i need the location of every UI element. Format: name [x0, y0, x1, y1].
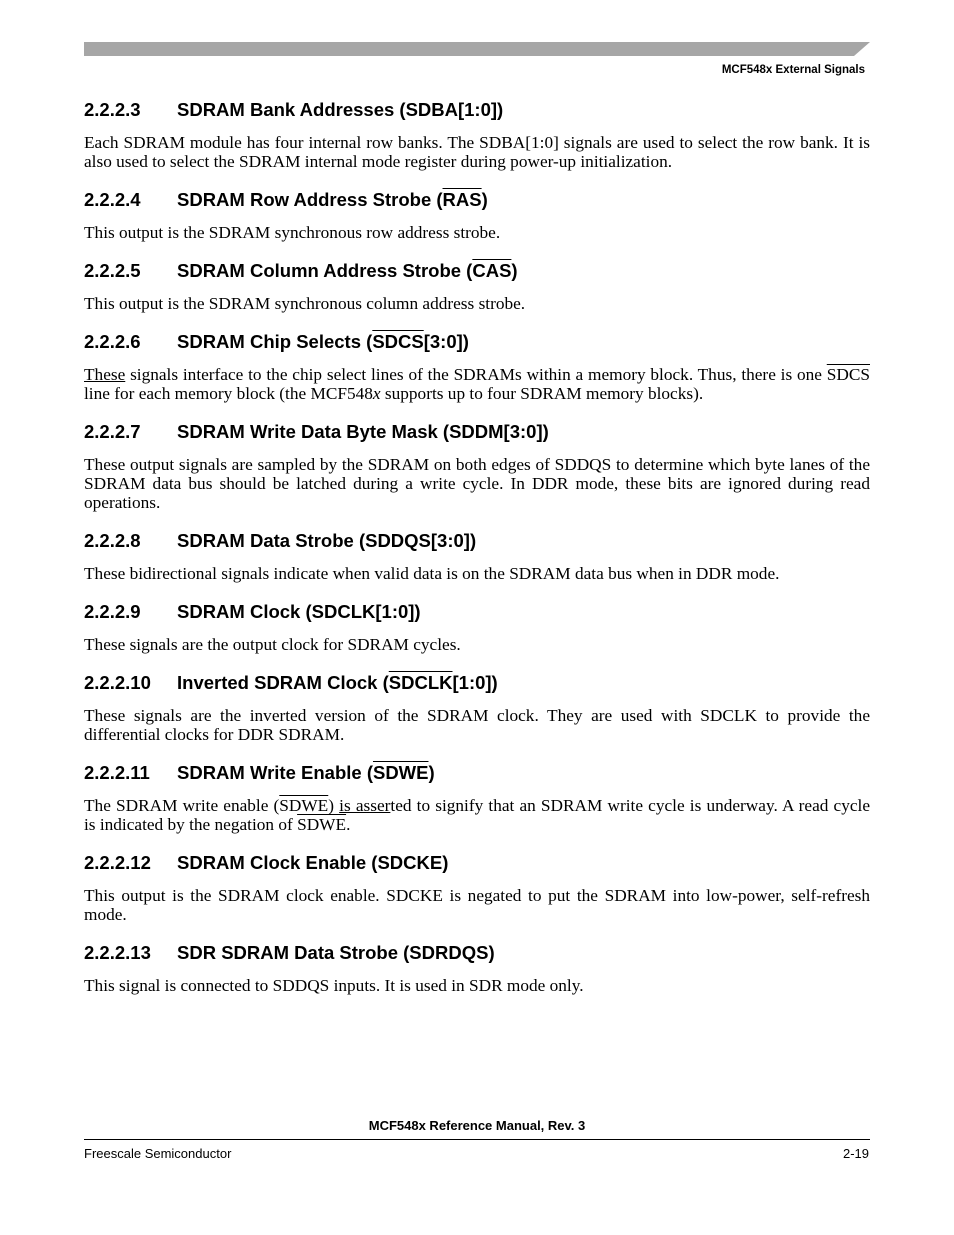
footer-divider [84, 1139, 870, 1140]
section-2-2-2-6 [84, 330, 870, 403]
section-number: 2.2.2.3 [84, 99, 141, 120]
footer-manual-title: MCF548x Reference Manual, Rev. 3 [368, 1118, 586, 1133]
footer-page-number: 2-19 [842, 1146, 869, 1161]
header-bar [84, 42, 870, 56]
section-heading [84, 98, 870, 122]
section-title: SDRAM Clock Enable (SDCKE) [177, 852, 449, 873]
section-2-2-2-5 [84, 259, 870, 313]
section-number: 2.2.2.8 [84, 530, 141, 551]
section-title: SDRAM Write Enable ( [177, 762, 373, 783]
body-text: ) [328, 796, 340, 815]
section-2-2-2-7 [84, 420, 870, 512]
section-body: These output signals are sampled by the SDRAM on both edges of SDDQS to determine which byte lanes of the SDRAM data bus should be latched during a write cycle. In DDR mode, these bits are ignored during read operations. [84, 455, 870, 512]
section-heading [84, 761, 870, 785]
section-body: These bidirectional signals indicate when valid data is on the SDRAM data bus when in DDR mode. [84, 564, 780, 583]
section-title: SDRAM Data Strobe (SDDQS[3:0]) [177, 530, 477, 551]
section-body: This output is the SDRAM synchronous column address strobe. [84, 294, 526, 313]
section-number: 2.2.2.9 [84, 601, 141, 622]
section-heading [84, 330, 870, 354]
active-low-signal: SDCS [826, 365, 870, 384]
active-low-signal: SDWE [372, 762, 429, 783]
section-body: This output is the SDRAM clock enable. SDCKE is negated to put the SDRAM into low-power, self-refresh mode. [84, 886, 870, 924]
section-heading [84, 851, 870, 875]
running-header: MCF548x External Signals [721, 64, 865, 76]
section-title-end: ) [481, 189, 488, 210]
section-title: Inverted SDRAM Clock ( [177, 672, 389, 693]
active-low-signal: SDWE [279, 796, 329, 815]
section-heading [84, 259, 870, 283]
section-2-2-2-12 [84, 851, 870, 924]
section-title: SDRAM Chip Selects ( [177, 331, 373, 352]
section-title: SDRAM Clock (SDCLK[1:0]) [177, 601, 421, 622]
section-heading [84, 671, 870, 695]
body-text: . [346, 815, 351, 834]
section-title: SDRAM Write Data Byte Mask (SDDM[3:0]) [177, 421, 549, 442]
section-number: 2.2.2.10 [84, 672, 151, 693]
body-text-italic: x [372, 384, 381, 403]
section-number: 2.2.2.12 [84, 852, 151, 873]
active-low-signal: SDCLK [388, 672, 453, 693]
body-text: supports up to four SDRAM memory blocks). [380, 384, 704, 403]
section-number: 2.2.2.13 [84, 942, 151, 963]
section-heading [84, 600, 870, 624]
section-number: 2.2.2.5 [84, 260, 141, 281]
active-low-signal: CAS [472, 260, 512, 281]
section-body: These signals are the output clock for SDRAM cycles. [84, 635, 461, 654]
section-2-2-2-9 [84, 600, 870, 654]
section-2-2-2-4 [84, 188, 870, 242]
body-text: The SDRAM write enable ( [84, 796, 280, 815]
footer-company: Freescale Semiconductor [84, 1146, 232, 1161]
section-body: This output is the SDRAM synchronous row address strobe. [84, 223, 501, 242]
section-title: SDRAM Column Address Strobe ( [177, 260, 473, 281]
section-2-2-2-10 [84, 671, 870, 744]
section-heading [84, 941, 870, 965]
section-body: This signal is connected to SDDQS inputs. It is used in SDR mode only. [84, 976, 584, 995]
section-body: These signals are the inverted version of the SDRAM clock. They are used with SDCLK to provide the differential clocks for DDR SDRAM. [84, 706, 870, 744]
section-2-2-2-11 [84, 761, 870, 834]
active-low-signal: SDWE [297, 815, 347, 834]
section-number: 2.2.2.4 [84, 189, 141, 210]
section-2-2-2-3 [84, 98, 870, 171]
section-title-end: ) [511, 260, 518, 281]
section-heading [84, 188, 870, 212]
active-low-signal: SDCS [372, 331, 424, 352]
body-text: ted to signify that an SDRAM write cycle is underway. A read cycle is indicated by the negation of [84, 796, 870, 834]
section-body [84, 796, 870, 834]
body-text-underlined: These [84, 365, 126, 384]
section-title: SDR SDRAM Data Strobe (SDRDQS) [177, 942, 495, 963]
body-text: signals interface to the chip select lines of the SDRAMs within a memory block. Thus, there is one [125, 365, 827, 384]
section-2-2-2-13 [84, 941, 870, 995]
section-title: SDRAM Bank Addresses (SDBA[1:0]) [177, 99, 504, 120]
active-low-signal: RAS [442, 189, 482, 210]
section-body [84, 365, 870, 403]
section-title-end: [1:0]) [452, 672, 498, 693]
section-number: 2.2.2.7 [84, 421, 141, 442]
page-content [84, 98, 870, 995]
body-text-underlined: is asser [339, 796, 391, 815]
section-number: 2.2.2.6 [84, 331, 141, 352]
section-title-end: [3:0]) [423, 331, 469, 352]
section-title-end: ) [428, 762, 435, 783]
section-body: Each SDRAM module has four internal row banks. The SDBA[1:0] signals are used to select the row bank. It is also used to select the SDRAM internal mode register during power-up initialization. [84, 133, 870, 171]
section-title: SDRAM Row Address Strobe ( [177, 189, 443, 210]
section-number: 2.2.2.11 [84, 762, 150, 783]
body-text: line for each memory block (the MCF548 [84, 384, 373, 403]
section-2-2-2-8 [84, 529, 870, 583]
section-heading [84, 529, 870, 553]
section-heading [84, 420, 870, 444]
